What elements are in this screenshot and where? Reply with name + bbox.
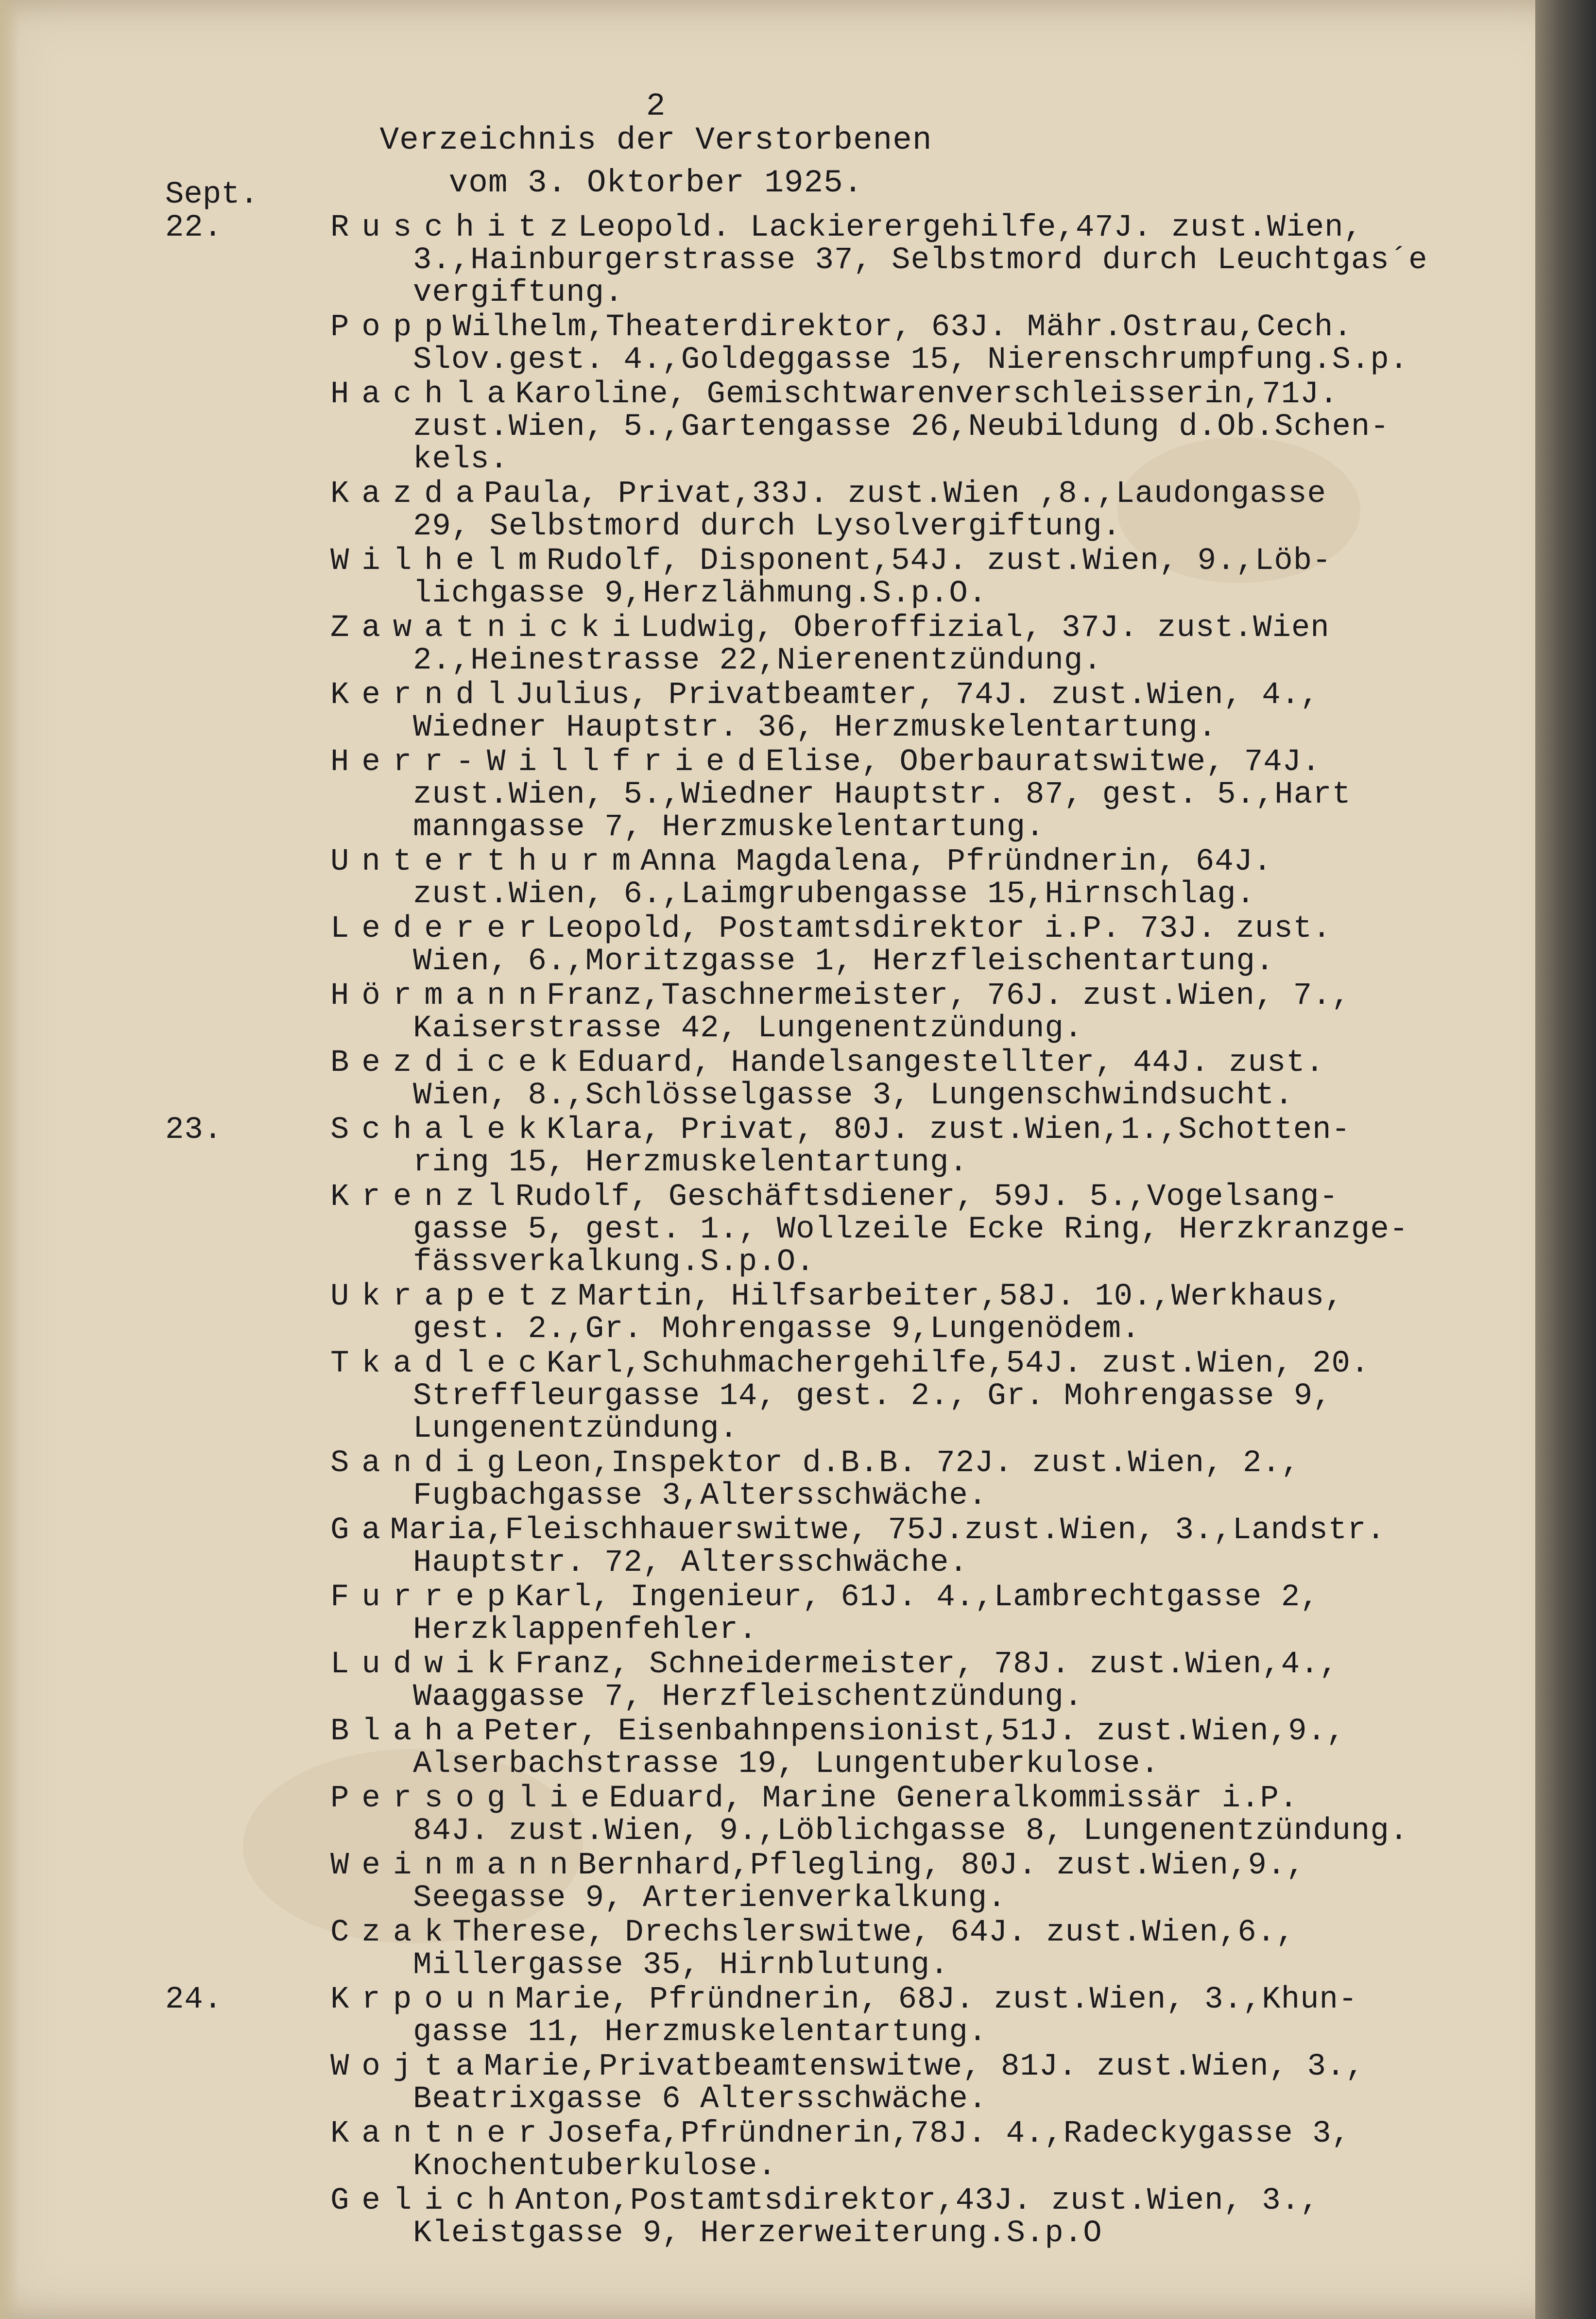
register-entry [165, 1447, 1428, 1512]
entry-day: 23. [165, 1113, 223, 1148]
entry-continuation: Wiedner Hauptstr. 36, Herzmuskelentartung. [413, 710, 1218, 745]
entry-details: Franz,Taschnermeister, 76J. zust.Wien, 7., [546, 979, 1351, 1013]
entry-surname: Kantner [330, 2116, 549, 2151]
entry-continuation: lichgasse 9,Herzlähmung.S.p.O. [413, 576, 988, 611]
entry-day [165, 378, 243, 476]
entry-continuation: 29, Selbstmord durch Lysolvergiftung. [413, 509, 1122, 544]
register-entry [165, 1984, 1428, 2049]
entry-details: Elise, Oberbauratswitwe, 74J. [765, 745, 1321, 780]
entry-day [165, 1181, 243, 1279]
entry-surname: Ukrapetz [330, 1279, 581, 1314]
entry-surname: Krenzl [330, 1180, 518, 1215]
entry-details: Karl,Schuhmachergehilfe,54J. zust.Wien, 20. [546, 1346, 1370, 1381]
register-entry [165, 1281, 1428, 1346]
entry-details: Leopold, Postamtsdirektor i.P. 73J. zust. [546, 911, 1332, 946]
page-number: 2 [646, 88, 666, 124]
register-entry [165, 2118, 1428, 2183]
register-entry [165, 1047, 1428, 1112]
entry-details: Therese, Drechslerswitwe, 64J. zust.Wien,6., [452, 1915, 1295, 1950]
entry-day [165, 679, 243, 744]
entry-continuation: Hauptstr. 72, Altersschwäche. [413, 1546, 968, 1580]
entry-day: 22. [165, 210, 223, 245]
register-entry [165, 612, 1428, 677]
entry-day [165, 1716, 243, 1781]
entry-details: Karoline, Gemischtwarenverschleisserin,71J. [515, 377, 1339, 412]
entry-surname: Kerndl [330, 678, 518, 713]
entry-surname: Czak [330, 1915, 456, 1950]
entry-surname: Bezdicek [330, 1046, 581, 1081]
entry-surname: Lederer [330, 911, 549, 946]
entry-continuation: Knochentuberkulose. [413, 2149, 777, 2184]
entry-surname: Tkadlec [330, 1346, 549, 1381]
entry-day [165, 1447, 243, 1512]
register-entry [165, 1181, 1428, 1279]
register-entry [165, 1514, 1428, 1580]
register-entry [165, 679, 1428, 744]
entry-day [165, 478, 243, 543]
entry-surname: Ruschitz [330, 210, 581, 245]
entry-continuation: 3.,Hainburgerstrasse 37, Selbstmord durch Leuchtgas´e [413, 243, 1428, 278]
entry-day [165, 311, 243, 377]
entry-surname: Persoglie [330, 1781, 612, 1816]
entry-surname: Wilhelm [330, 544, 549, 579]
entry-continuation: Streffleurgasse 14, gest. 2., Gr. Mohrengasse 9, [413, 1379, 1332, 1414]
entry-surname: Ga [330, 1513, 393, 1548]
entry-details: Anna Magdalena, Pfründnerin, 64J. [640, 844, 1272, 879]
entry-continuation: Wien, 6.,Moritzgasse 1, Herzfleischentartung. [413, 944, 1275, 979]
entry-continuation: Wien, 8.,Schlösselgasse 3, Lungenschwindsucht. [413, 1078, 1294, 1113]
entry-day [165, 1649, 243, 1714]
entry-continuation: vergiftung. [413, 275, 624, 310]
entry-details: Peter, Eisenbahnpensionist,51J. zust.Wien,9., [484, 1714, 1346, 1749]
entry-surname: Wojta [330, 2049, 487, 2084]
entry-continuation: zust.Wien, 6.,Laimgrubengasse 15,Hirnschlag. [413, 877, 1255, 912]
entry-details: Leon,Inspektor d.B.B. 72J. zust.Wien, 2., [515, 1446, 1301, 1481]
entry-day [165, 1917, 243, 1982]
entry-continuation: gasse 11, Herzmuskelentartung. [413, 2015, 988, 2050]
register-entry [165, 2185, 1428, 2250]
entry-continuation: gasse 5, gest. 1., Wollzeile Ecke Ring, Herzkranzge- [413, 1212, 1409, 1247]
entry-continuation: manngasse 7, Herzmuskelentartung. [413, 810, 1045, 845]
entry-day: 24. [165, 1982, 223, 2017]
entry-surname: Krpoun [330, 1982, 518, 2017]
register-entry [165, 1114, 1428, 1179]
entry-surname: Kazda [330, 477, 487, 512]
register-entry [165, 746, 1428, 844]
entry-day [165, 746, 243, 844]
entry-day [165, 1281, 243, 1346]
register-entry [165, 913, 1428, 978]
entry-surname: Weinmann [330, 1848, 581, 1883]
register-entry [165, 980, 1428, 1045]
entry-continuation: Alserbachstrasse 19, Lungentuberkulose. [413, 1747, 1160, 1782]
register-entry [165, 1649, 1428, 1714]
book-binding [1535, 0, 1596, 2319]
entry-continuation: gest. 2.,Gr. Mohrengasse 9,Lungenödem. [413, 1312, 1141, 1347]
entry-surname: Gelich [330, 2183, 518, 2218]
entry-details: Leopold. Lackierergehilfe,47J. zust.Wien, [578, 210, 1363, 245]
entry-surname: Sandig [330, 1446, 518, 1481]
entry-surname: Zawatnicki [330, 611, 644, 646]
register-entry [165, 212, 1428, 309]
entry-details: Rudolf, Disponent,54J. zust.Wien, 9.,Löb- [546, 544, 1332, 579]
entry-day [165, 612, 243, 677]
entry-day [165, 2118, 243, 2183]
entry-surname: Hachla [330, 377, 518, 412]
entry-continuation: kels. [413, 442, 509, 477]
entry-day [165, 1348, 243, 1445]
entry-continuation: 2.,Heinestrasse 22,Nierenentzündung. [413, 643, 1102, 678]
entry-day [165, 980, 243, 1045]
entry-details: Karl, Ingenieur, 61J. 4.,Lambrechtgasse 2, [515, 1580, 1320, 1615]
entry-surname: Blaha [330, 1714, 487, 1749]
entry-surname: Schalek [330, 1113, 549, 1148]
register-entry [165, 545, 1428, 610]
entry-details: Paula, Privat,33J. zust.Wien ,8.,Laudongasse [484, 477, 1326, 512]
entry-continuation: Lungenentzündung. [413, 1411, 738, 1446]
entry-surname: Ludwik [330, 1647, 518, 1682]
register-entry [165, 478, 1428, 543]
entry-continuation: Kaiserstrasse 42, Lungenentzündung. [413, 1011, 1083, 1046]
entry-day [165, 545, 243, 610]
entry-surname: Herr-Willfried [330, 745, 769, 780]
register-entry [165, 1850, 1428, 1915]
register-entry [165, 1581, 1428, 1647]
entry-details: Marie, Pfründnerin, 68J. zust.Wien, 3.,Khun- [515, 1982, 1358, 2017]
entry-details: Eduard, Handelsangestellter, 44J. zust. [578, 1046, 1325, 1081]
register-entry [165, 1716, 1428, 1781]
entry-day [165, 1783, 243, 1848]
entry-continuation: Slov.gest. 4.,Goldeggasse 15, Nierenschrumpfung.S.p. [413, 343, 1409, 378]
entry-details: Martin, Hilfsarbeiter,58J. 10.,Werkhaus, [578, 1279, 1344, 1314]
month-label: Sept. [165, 177, 259, 212]
entry-surname: Hörmann [330, 979, 549, 1013]
entry-details: Eduard, Marine Generalkommissär i.P. [609, 1781, 1299, 1816]
entry-details: Franz, Schneidermeister, 78J. zust.Wien,4., [515, 1647, 1339, 1682]
register-entry [165, 1917, 1428, 1982]
page-header [340, 85, 972, 205]
entry-continuation: Fugbachgasse 3,Altersschwäche. [413, 1478, 988, 1513]
page-title: Verzeichnis der Verstorbenen [379, 122, 932, 158]
entry-surname: Unterthurm [330, 844, 644, 879]
entry-continuation: Millergasse 35, Hirnblutung. [413, 1948, 949, 1983]
page-subtitle: vom 3. Oktorber 1925. [448, 165, 863, 201]
entry-day [165, 2185, 243, 2250]
page-edge-shadow [0, 0, 19, 2319]
entry-continuation: ring 15, Herzmuskelentartung. [413, 1145, 968, 1180]
death-register-list [165, 212, 1428, 2252]
entry-details: Klara, Privat, 80J. zust.Wien,1.,Schotten- [546, 1113, 1351, 1148]
entry-continuation: zust.Wien, 5.,Gartengasse 26,Neubildung d.Ob.Schen- [413, 410, 1390, 445]
entry-continuation: 84J. zust.Wien, 9.,Löblichgasse 8, Lungenentzündung. [413, 1814, 1409, 1849]
entry-details: Josefa,Pfründnerin,78J. 4.,Radeckygasse 3, [546, 2116, 1351, 2151]
register-entry [165, 1348, 1428, 1445]
entry-day [165, 1581, 243, 1647]
entry-details: Wilhelm,Theaterdirektor, 63J. Mähr.Ostrau,Cech. [452, 310, 1353, 345]
entry-continuation: fässverkalkung.S.p.O. [413, 1245, 815, 1280]
entry-day [165, 913, 243, 978]
entry-day [165, 846, 243, 911]
entry-day [165, 2051, 243, 2116]
entry-day [165, 1850, 243, 1915]
entry-continuation: Waaggasse 7, Herzfleischentzündung. [413, 1680, 1083, 1715]
entry-details: Ludwig, Oberoffizial, 37J. zust.Wien [640, 611, 1330, 646]
register-entry [165, 1783, 1428, 1848]
entry-day [165, 1047, 243, 1112]
entry-continuation: zust.Wien, 5.,Wiedner Hauptstr. 87, gest. 5.,Hart [413, 777, 1351, 812]
register-entry [165, 378, 1428, 476]
entry-surname: Furrep [330, 1580, 518, 1615]
entry-details: Rudolf, Geschäftsdiener, 59J. 5.,Vogelsang- [515, 1180, 1339, 1215]
entry-continuation: Beatrixgasse 6 Altersschwäche. [413, 2082, 988, 2117]
entry-details: Julius, Privatbeamter, 74J. zust.Wien, 4., [515, 678, 1320, 713]
entry-details: Maria,Fleischhauerswitwe, 75J.zust.Wien, 3.,Landstr. [390, 1513, 1386, 1548]
entry-details: Bernhard,Pflegling, 80J. zust.Wien,9., [578, 1848, 1305, 1883]
entry-surname: Popp [330, 310, 456, 345]
entry-day [165, 1514, 243, 1580]
entry-details: Marie,Privatbeamtenswitwe, 81J. zust.Wien, 3., [484, 2049, 1365, 2084]
entry-continuation: Kleistgasse 9, Herzerweiterung.S.p.O [413, 2216, 1102, 2251]
register-entry [165, 2051, 1428, 2116]
register-entry [165, 846, 1428, 911]
entry-continuation: Seegasse 9, Arterienverkalkung. [413, 1881, 1007, 1916]
entry-details: Anton,Postamtsdirektor,43J. zust.Wien, 3., [515, 2183, 1320, 2218]
entry-continuation: Herzklappenfehler. [413, 1613, 758, 1648]
register-entry [165, 311, 1428, 377]
